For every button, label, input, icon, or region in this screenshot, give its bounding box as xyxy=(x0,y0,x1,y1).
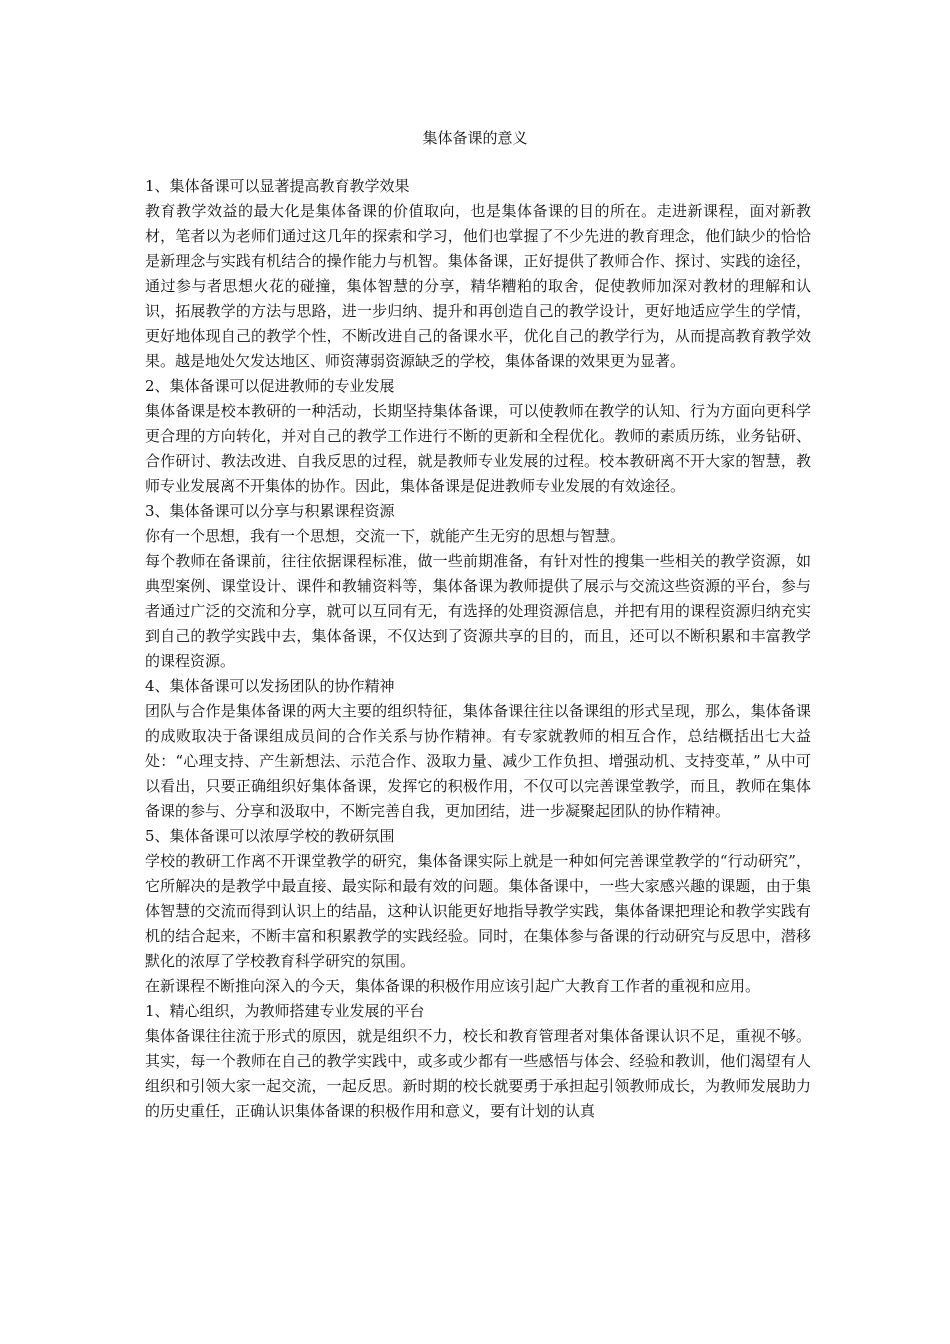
section-heading: 1、精心组织，为教师搭建专业发展的平台 xyxy=(145,1002,425,1020)
section-heading: 3、集体备课可以分享与积累课程资源 xyxy=(145,502,395,520)
document-body xyxy=(145,174,811,1124)
section-heading: 4、集体备课可以发扬团队的协作精神 xyxy=(145,677,395,695)
paragraph: 学校的教研工作离不开课堂教学的研究，集体备课实际上就是一种如何完善课堂教学的“行动研究”，它所解决的是教学中最直接、最实际和最有效的问题。集体备课中，一些大家感兴趣的课题，由于集体智慧的交流而得到认识上的结晶，这种认识能更好地指导教学实践，集体备课把理论和教学实践有机的结合起来，不断丰富和积累教学的实践经验。同时，在集体参与备课的行动研究与反思中，潜移默化的浓厚了学校教育科学研究的氛围。 xyxy=(145,852,811,970)
paragraph: 集体备课是校本教研的一种活动，长期坚持集体备课，可以使教师在教学的认知、行为方面向更科学更合理的方向转化，并对自己的教学工作进行不断的更新和全程优化。教师的素质历练，业务钻研、合作研讨、教法改进、自我反思的过程，就是教师专业发展的过程。校本教研离不开大家的智慧，教师专业发展离不开集体的协作。因此，集体备课是促进教师专业发展的有效途径。 xyxy=(145,402,811,495)
document-title: 集体备课的意义 xyxy=(422,129,528,147)
paragraph: 团队与合作是集体备课的两大主要的组织特征，集体备课往往以备课组的形式呈现，那么，集体备课的成败取决于备课组成员间的合作关系与协作精神。有专家就教师的相互合作，总结概括出七大益处：“心理支持、产生新想法、示范合作、汲取力量、减少工作负担、增强动机、支持变革，” 从中可以看出，只要正确组织好集体备课，发挥它的积极作用，不仅可以完善课堂教学，而且，教师在集体备课的参与、分享和汲取中，不断完善自我，更加团结，进一步凝聚起团队的协作精神。 xyxy=(145,702,811,820)
paragraph: 在新课程不断推向深入的今天，集体备课的积极作用应该引起广大教育工作者的重视和应用。 xyxy=(145,977,761,995)
section-heading: 5、集体备课可以浓厚学校的教研氛围 xyxy=(145,827,395,845)
paragraph: 每个教师在备课前，往往依据课程标准，做一些前期准备，有针对性的搜集一些相关的教学资源，如典型案例、课堂设计、课件和教辅资料等，集体备课为教师提供了展示与交流这些资源的平台，参与者通过广泛的交流和分享，就可以互同有无，有选择的处理资源信息，并把有用的课程资源归纳充实到自己的教学实践中去，集体备课，不仅达到了资源共享的目的，而且，还可以不断积累和丰富教学的课程资源。 xyxy=(145,552,811,670)
section-heading: 1、集体备课可以显著提高教育教学效果 xyxy=(145,177,410,195)
section-heading: 2、集体备课可以促进教师的专业发展 xyxy=(145,377,395,395)
paragraph: 集体备课往往流于形式的原因，就是组织不力，校长和教育管理者对集体备课认识不足，重视不够。其实，每一个教师在自己的教学实践中，或多或少都有一些感悟与体会、经验和教训，他们渴望有人组织和引领大家一起交流，一起反思。新时期的校长就要勇于承担起引领教师成长，为教师发展助力的历史重任，正确认识集体备课的积极作用和意义，要有计划的认真 xyxy=(145,1027,811,1120)
paragraph: 你有一个思想，我有一个思想，交流一下，就能产生无穷的思想与智慧。 xyxy=(145,527,626,545)
paragraph: 教育教学效益的最大化是集体备课的价值取向，也是集体备课的目的所在。走进新课程，面对新教材，笔者以为老师们通过这几年的探索和学习，他们也掌握了不少先进的教育理念，他们缺少的恰恰是新理念与实践有机结合的操作能力与机智。集体备课，正好提供了教师合作、探讨、实践的途径，通过参与者思想火花的碰撞，集体智慧的分享，精华糟粕的取舍，促使教师加深对教材的理解和认识，拓展教学的方法与思路，进一步归纳、提升和再创造自己的教学设计，更好地适应学生的学情，更好地体现自己的教学个性，不断改进自己的备课水平，优化自己的教学行为，从而提高教育教学效果。越是地处欠发达地区、师资薄弱资源缺乏的学校，集体备课的效果更为显著。 xyxy=(145,202,811,370)
